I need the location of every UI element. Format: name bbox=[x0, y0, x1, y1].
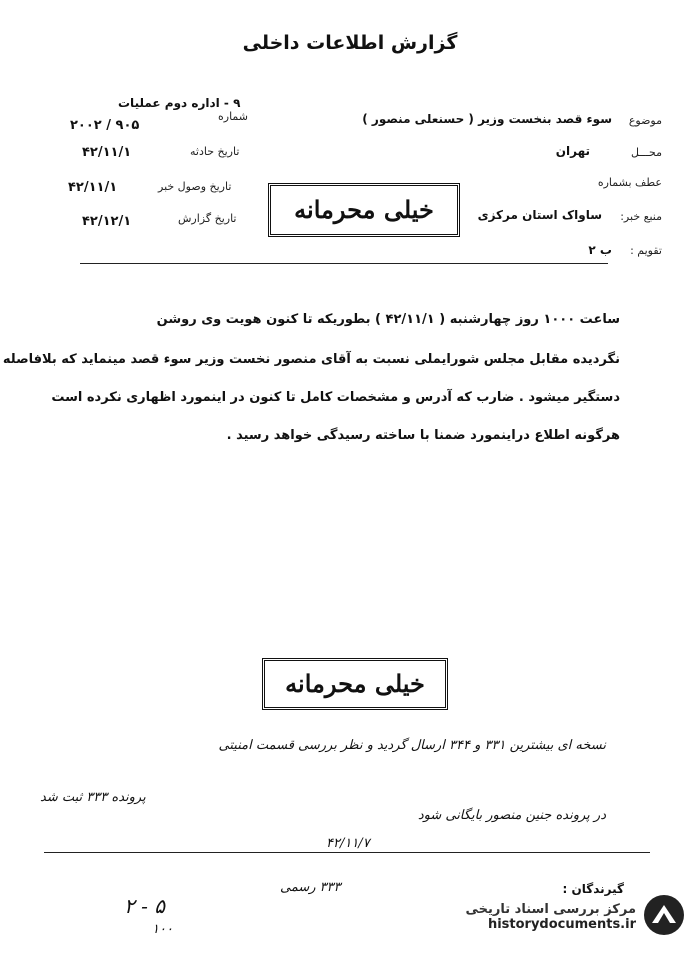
body-line-4: هرگونه اطلاع دراینمورد ضمنا با ساخته رسیدگی خواهد رسید . bbox=[226, 428, 620, 443]
watermark-url: historydocuments.ir bbox=[487, 917, 636, 932]
handwritten-note-3: پرونده ۳۳۳ ثبت شد bbox=[40, 790, 146, 805]
recipients-value: ۳۳۳ رسمی bbox=[280, 880, 341, 895]
body-line-3: دستگیر میشود . ضارب که آدرس و مشخصات کامل تا کنون در اینمورد اظهاری نکرده است bbox=[51, 390, 620, 405]
handwritten-note-2: در پرونده جنین منصور بایگانی شود bbox=[417, 808, 606, 823]
subject-label: موضوع bbox=[628, 114, 662, 127]
confidential-stamp-bottom: خیلی محرمانه bbox=[262, 658, 448, 710]
number-label: شماره bbox=[218, 110, 249, 123]
handwritten-date: ۴۲/۱۱/۷ bbox=[326, 836, 370, 851]
recipients-label: گیرندگان : bbox=[562, 882, 624, 896]
location-label: محـــل bbox=[631, 146, 662, 159]
number-value: ۲۰۰۲ / ۹۰۵ bbox=[70, 118, 140, 133]
receipt-date-value: ۴۲/۱۱/۱ bbox=[68, 180, 118, 195]
confidential-stamp: خیلی محرمانه bbox=[268, 183, 460, 237]
side-note: ۲ - ۵ bbox=[124, 894, 165, 918]
body-line-1: ساعت ۱۰۰۰ روز چهارشنبه ( ۴۲/۱۱/۱ ) بطوریکه تا کنون هویت وی روشن bbox=[156, 312, 620, 327]
subject-value: سوء قصد بنخست وزیر ( حسنعلی منصور ) bbox=[362, 112, 612, 126]
watermark bbox=[466, 893, 687, 941]
calendar-value: ب ۲ bbox=[588, 243, 612, 257]
report-date-label: تاریخ گزارش bbox=[178, 212, 237, 225]
archive-logo-icon bbox=[642, 893, 686, 941]
watermark-name: مرکز بررسی اسناد تاریخی bbox=[465, 902, 636, 917]
incident-date-value: ۴۲/۱۱/۱ bbox=[82, 145, 132, 160]
report-date-value: ۴۲/۱۲/۱ bbox=[82, 214, 132, 229]
incident-date-label: تاریخ حادثه bbox=[190, 145, 240, 158]
source-label: منبع خبر: bbox=[620, 210, 662, 223]
footer-divider bbox=[44, 852, 650, 853]
receipt-date-label: تاریخ وصول خبر bbox=[158, 180, 232, 193]
body-line-2: نگردیده مقابل مجلس شورایملی نسبت به آقای منصور نخست وزیر سوء قصد مینماید که بلافاصله bbox=[2, 352, 620, 367]
side-note-2: ۱۰۰ bbox=[152, 922, 173, 937]
office-value: ۹ - اداره دوم عملیات bbox=[118, 96, 241, 110]
source-value: ساواک استان مرکزی bbox=[477, 208, 602, 222]
handwritten-note-1: نسخه ای بیشترین ۳۳۱ و ۳۴۴ ارسال گردید و نظر بررسی قسمت امنیتی bbox=[218, 738, 606, 753]
header-divider bbox=[80, 263, 608, 264]
page-title: گزارش اطلاعات داخلی bbox=[242, 32, 458, 54]
calendar-label: تقویم : bbox=[630, 244, 662, 257]
location-value: تهران bbox=[555, 144, 590, 158]
reference-label: عطف بشماره bbox=[597, 176, 662, 189]
